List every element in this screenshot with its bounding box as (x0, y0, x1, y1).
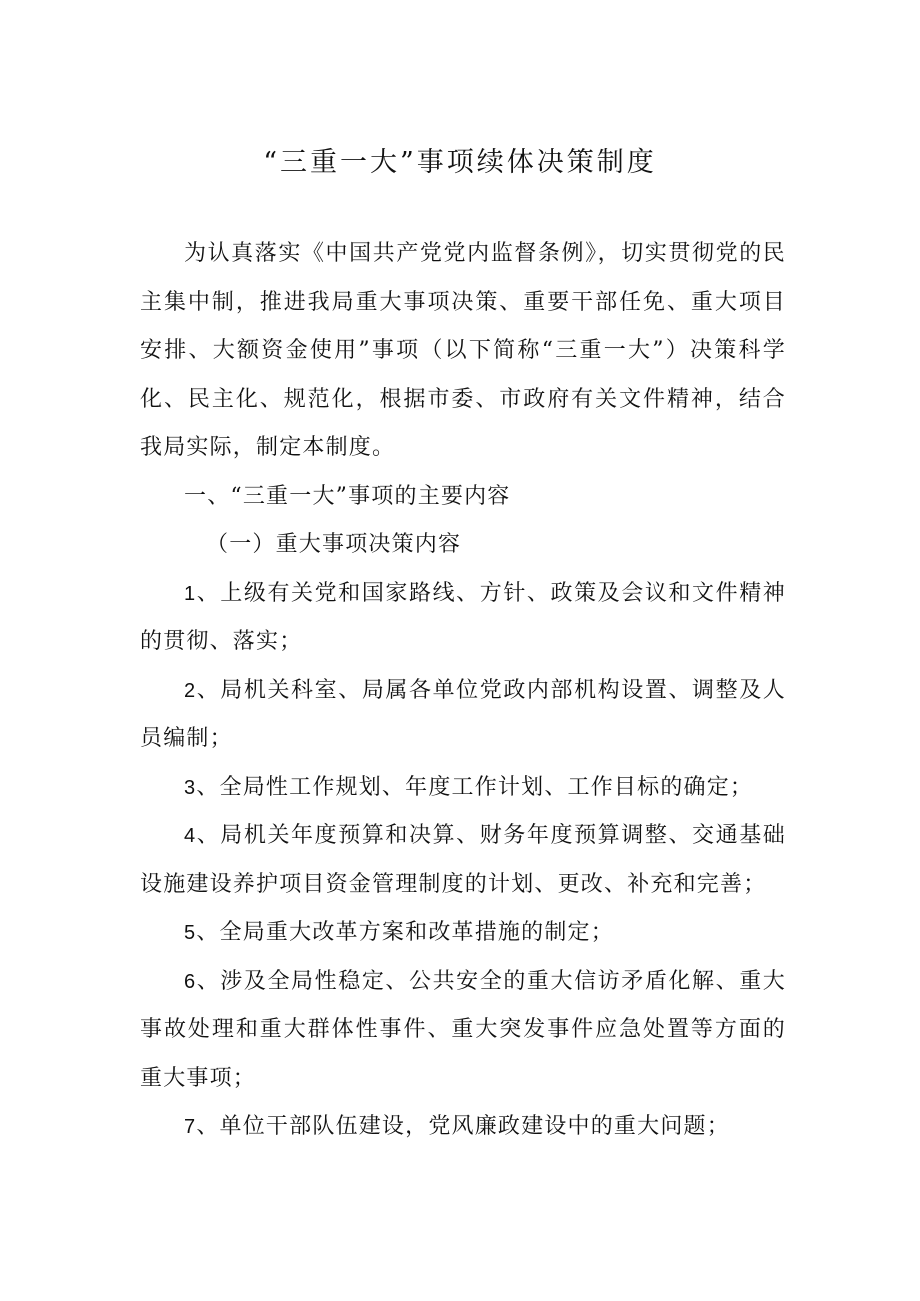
item-number: 6 (184, 970, 197, 993)
item-text: 、局机关科室、局属各单位党政内部机构设置、调整及人员编制； (140, 677, 786, 751)
list-item (140, 667, 786, 764)
list-item (140, 570, 786, 667)
item-text: 、全局重大改革方案和改革措施的制定； (196, 920, 614, 945)
item-number: 1 (184, 582, 197, 605)
item-text: 、涉及全局性稳定、公共安全的重大信访矛盾化解、重大事故处理和重大群体性事件、重大突发事件应急处置等方面的重大事项； (140, 968, 786, 1091)
list-item (140, 958, 786, 1104)
list-item (140, 764, 786, 813)
item-text: 、局机关年度预算和决算、财务年度预算调整、交通基础设施建设养护项目资金管理制度的计划、更改、补充和完善； (140, 823, 786, 897)
document-body (140, 230, 786, 1152)
item-number: 7 (184, 1116, 197, 1138)
item-text: 、全局性工作规划、年度工作计划、工作目标的确定； (196, 774, 754, 800)
item-text: 、上级有关党和国家路线、方针、政策及会议和文件精神的贯彻、落实； (140, 580, 786, 654)
item-text: 、单位干部队伍建设，党风廉政建设中的重大问题； (196, 1114, 730, 1139)
item-number: 2 (184, 679, 197, 702)
item-number: 3 (184, 776, 197, 799)
list-item (140, 1103, 786, 1152)
item-number: 4 (184, 825, 197, 847)
subsection-heading: （一）重大事项决策内容 (206, 532, 462, 557)
section-heading: 一、“三重一大”事项的主要内容 (184, 483, 511, 509)
document-title: “三重一大”事项续体决策制度 (263, 147, 657, 178)
list-item (140, 909, 786, 958)
list-item (140, 812, 786, 909)
item-number: 5 (184, 922, 197, 944)
intro-paragraph: 为认真落实《中国共产党党内监督条例》，切实贯彻党的民主集中制，推进我局重大事项决策、重要干部任免、重大项目安排、大额资金使用”事项（以下简称“三重一大”）决策科学化、民主化、规范化，根据市委、市政府有关文件精神，结合我局实际，制定本制度。 (140, 241, 786, 460)
